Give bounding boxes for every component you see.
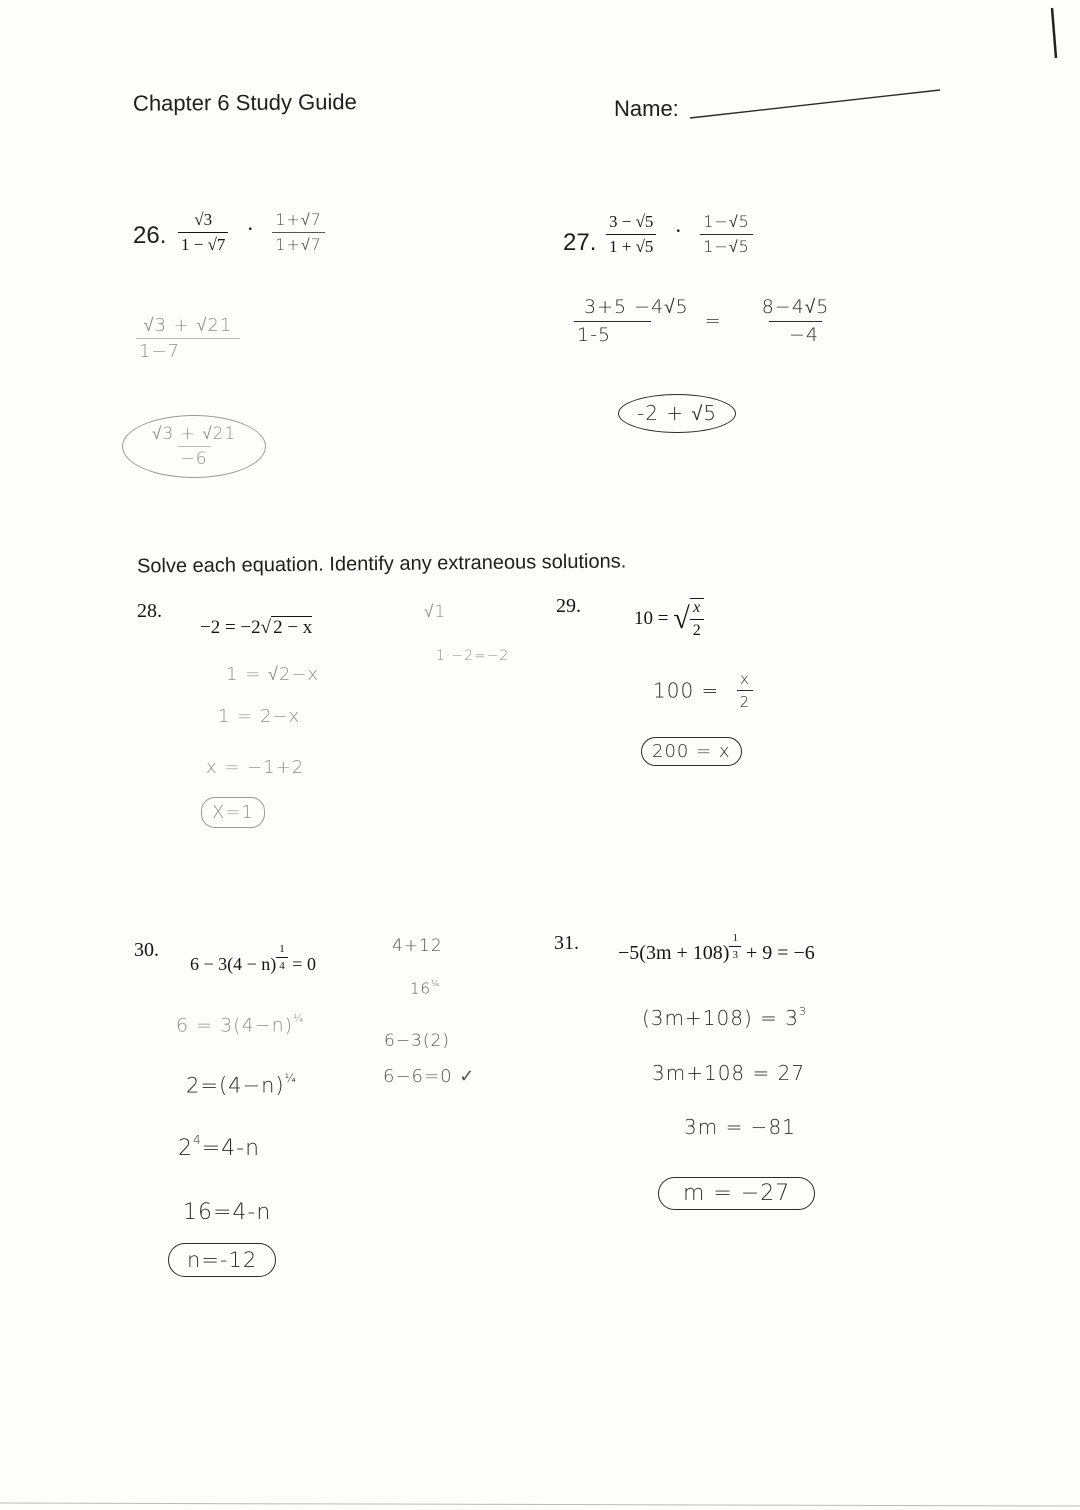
problem-29-step-1: [653, 670, 753, 711]
problem-28-step-2: 1 = 2−x: [218, 706, 301, 727]
problem-26-number: 26.: [133, 222, 167, 249]
problem-31-step-3: 3m = −81: [684, 1115, 796, 1139]
problem-26-answer: [122, 415, 266, 478]
problem-26-denominator: 1 − √7: [178, 232, 228, 255]
problem-27-multiplier: [700, 212, 753, 257]
problem-31-equation: [618, 932, 815, 965]
problem-27-answer: -2 + √5: [618, 394, 736, 433]
problem-30-equation-left: 6 − 3(4 − n): [190, 954, 277, 974]
problem-26-work-1-den: 1−7: [136, 338, 240, 362]
problem-28-answer: X=1: [201, 797, 265, 828]
problem-30-check-2-text: 16: [410, 979, 432, 998]
problem-28-lhs: −2 = −2: [200, 617, 261, 638]
problem-30-exponent-num: 1: [279, 943, 285, 955]
problem-27-multiplier-den: 1−√5: [700, 234, 753, 257]
problem-30-step-4: 16=4-n: [183, 1200, 272, 1225]
problem-31-step-1-exponent: 3: [798, 1005, 807, 1018]
problem-29-step-1-num: x: [739, 670, 750, 688]
problem-30-step-1: [176, 1013, 304, 1036]
problem-28-equation: −2 = −2√ 2 − x: [200, 617, 313, 638]
problem-26-answer-den: −6: [178, 446, 211, 469]
problem-26-multiplier-den: 1+√7: [272, 232, 325, 255]
name-line: [690, 90, 940, 118]
problem-30-step-2-exponent: ¼: [284, 1071, 297, 1085]
problem-27-numerator: 3 − √5: [609, 212, 654, 231]
problem-29-number: 29.: [556, 595, 581, 617]
problem-26-multiplier: [272, 210, 325, 255]
problem-27-expression: [606, 212, 753, 257]
problem-26-dot: ·: [246, 216, 254, 242]
problem-31-number: 31.: [554, 932, 579, 954]
problem-31-exponent-den: 3: [729, 946, 741, 961]
problem-28-step-1: 1 = √2−x: [226, 664, 320, 685]
problem-30-equation-right: = 0: [287, 954, 316, 974]
problem-28-check-1: √1: [424, 602, 447, 622]
problem-27-denominator: 1 + √5: [606, 234, 656, 257]
problem-30-step-3: [178, 1133, 260, 1161]
problem-27-fraction: [606, 212, 656, 257]
problem-27-number: 27.: [563, 229, 597, 256]
problem-26-multiplier-num: 1+√7: [275, 210, 322, 229]
problem-27-equals: =: [704, 309, 722, 332]
problem-26-fraction: [178, 210, 228, 255]
problem-28-step-3: x = −1+2: [206, 757, 305, 778]
problem-27-simplified-den: −4: [769, 321, 822, 346]
problem-27-multiplier-num: 1−√5: [703, 212, 750, 231]
problem-29-lhs: 10 =: [634, 608, 669, 629]
problem-29-step-1-lhs: 100 =: [653, 678, 720, 703]
problem-31-step-1: [642, 1005, 807, 1030]
problem-31-equation-right: + 9 = −6: [740, 942, 815, 964]
problem-30-check-3: 6−3(2): [384, 1031, 450, 1051]
page-bottom-edge: [0, 1503, 1080, 1506]
name-label: Name:: [614, 96, 679, 121]
problem-26-numerator: √3: [194, 210, 213, 229]
problem-27-simplified-num: 8−4√5: [761, 296, 830, 318]
problem-28-number: 28.: [137, 600, 162, 622]
problem-30-step-3-base: 2: [178, 1135, 193, 1161]
problem-27-work-den: 1-5: [574, 321, 651, 346]
problem-30-check-2-exponent: ¼: [431, 978, 441, 988]
problem-29-step-1-den: 2: [737, 690, 754, 711]
page-title: Chapter 6 Study Guide: [132, 89, 357, 116]
problem-31-step-2: 3m+108 = 27: [652, 1061, 806, 1085]
problem-30-check-2: [410, 978, 440, 997]
problem-28-check-2: 1·−2=−2: [436, 648, 510, 664]
problem-30-check-4: 6−6=0 ✓: [383, 1066, 476, 1087]
problem-29-denominator: 2: [690, 619, 704, 640]
problem-31-equation-left: −5(3m + 108): [618, 942, 730, 964]
page-edge-mark: [1052, 8, 1056, 58]
problem-28-radicand: 2 − x: [273, 617, 313, 638]
problem-30-check-1: 4+12: [392, 936, 443, 956]
problem-30-step-2: [186, 1071, 297, 1097]
problem-31-exponent-num: 1: [732, 932, 738, 944]
problem-30-equation: [190, 943, 316, 975]
problem-29-equation: 10 = √ $\frac{x}{2}$: [634, 598, 704, 640]
problem-30-number: 30.: [134, 939, 159, 961]
problem-31-answer: m = −27: [658, 1177, 815, 1210]
problem-30-step-1-text: 6 = 3(4−n): [176, 1014, 294, 1037]
problem-31-step-1-text: (3m+108) = 3: [642, 1005, 799, 1030]
problem-30-step-1-exponent: ¼: [293, 1013, 305, 1025]
problem-26-answer-num: √3 + √21: [152, 424, 237, 444]
problem-30-step-2-text: 2=(4−n): [186, 1073, 285, 1098]
problem-26-expression: [178, 210, 325, 255]
problem-30-answer: n=-12: [168, 1243, 276, 1277]
problem-30-exponent-den: 4: [276, 957, 288, 972]
problem-30-step-3-text: =4-n: [201, 1135, 261, 1161]
problem-29-numerator: x: [693, 599, 701, 616]
problem-27-work-num: 3+5 −4√5: [584, 296, 689, 318]
instructions: Solve each equation. Identify any extraneous solutions.: [136, 550, 627, 578]
problem-26-work-1: [136, 315, 240, 362]
problem-29-answer: 200 = x: [641, 737, 742, 766]
problem-30-step-3-exponent: 4: [193, 1133, 202, 1147]
problem-27-dot: ·: [674, 218, 682, 244]
problem-27-work: [574, 296, 832, 346]
problem-26-work-1-num: √3 + √21: [143, 315, 233, 336]
